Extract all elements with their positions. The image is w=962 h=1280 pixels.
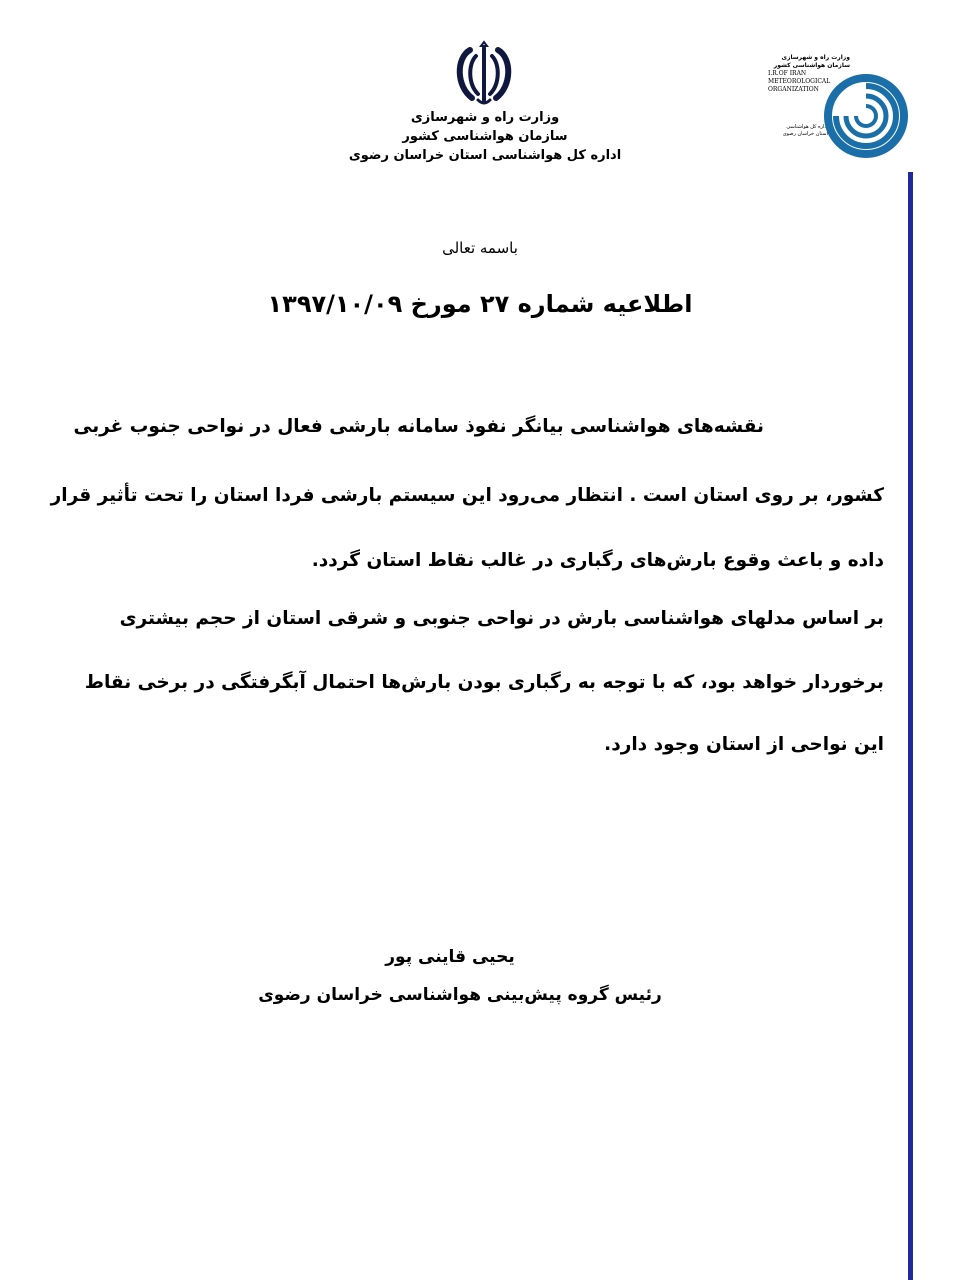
- logo-fa-line1: وزارت راه و شهرسازی: [781, 54, 850, 61]
- logo-en-line2: METEOROLOGICAL: [768, 78, 831, 85]
- header-ministry: وزارت راه و شهرسازی: [410, 110, 560, 125]
- iran-emblem-icon: [448, 40, 520, 108]
- logo-sub-line2: استان خراسان رضوی: [782, 131, 828, 137]
- paragraph-2: [64, 606, 884, 776]
- logo-en-line1: I.R.OF IRAN: [768, 70, 807, 77]
- logo-fa-line2: سازمان هواشناسی کشور: [773, 62, 850, 69]
- organization-logo-block: [760, 52, 910, 162]
- meteorology-logo-icon: [820, 72, 908, 160]
- header-directorate: اداره کل هواشناسی استان خراسان رضوی: [348, 148, 622, 163]
- logo-sub-line1: اداره کل هواشناسی: [786, 124, 828, 130]
- signatory-name: یحیی قاینی پور: [385, 947, 515, 967]
- paragraph-2-line-2: برخوردار خواهد بود، که با توجه به رگباری بودن بارش‌ها احتمال آبگرفتگی در برخی نقاط: [84, 672, 884, 693]
- header-organization-name: سازمان هواشناسی کشور: [402, 129, 568, 144]
- paragraph-1-line-2: کشور، بر روی استان است . انتظار می‌رود این سیستم بارشی فردا استان را تحت تأثیر قرار: [50, 485, 884, 506]
- paragraph-1: [50, 414, 884, 584]
- paragraph-2-line-3: این نواحی از استان وجود دارد.: [604, 734, 884, 755]
- signatory-role: رئیس گروه پیش‌بینی هواشناسی خراسان رضوی: [258, 985, 662, 1005]
- paragraph-2-line-1: بر اساس مدلهای هواشناسی بارش در نواحی جنوبی و شرقی استان از حجم بیشتری: [119, 608, 884, 629]
- salutation: باسمه تعالی: [442, 239, 518, 257]
- notice-title: اطلاعیه شماره ۲۷ مورخ ۱۳۹۷/۱۰/۰۹: [267, 290, 693, 318]
- header-organization: [300, 108, 670, 165]
- logo-en-line3: ORGANIZATION: [768, 86, 819, 93]
- side-rule: [908, 172, 913, 1280]
- paragraph-1-line-3: داده و باعث وقوع بارش‌های رگباری در غالب نقاط استان گردد.: [311, 550, 884, 571]
- paragraph-1-line-1: نقشه‌های هواشناسی بیانگر نفوذ سامانه بارشی فعال در نواحی جنوب غربی: [73, 416, 764, 437]
